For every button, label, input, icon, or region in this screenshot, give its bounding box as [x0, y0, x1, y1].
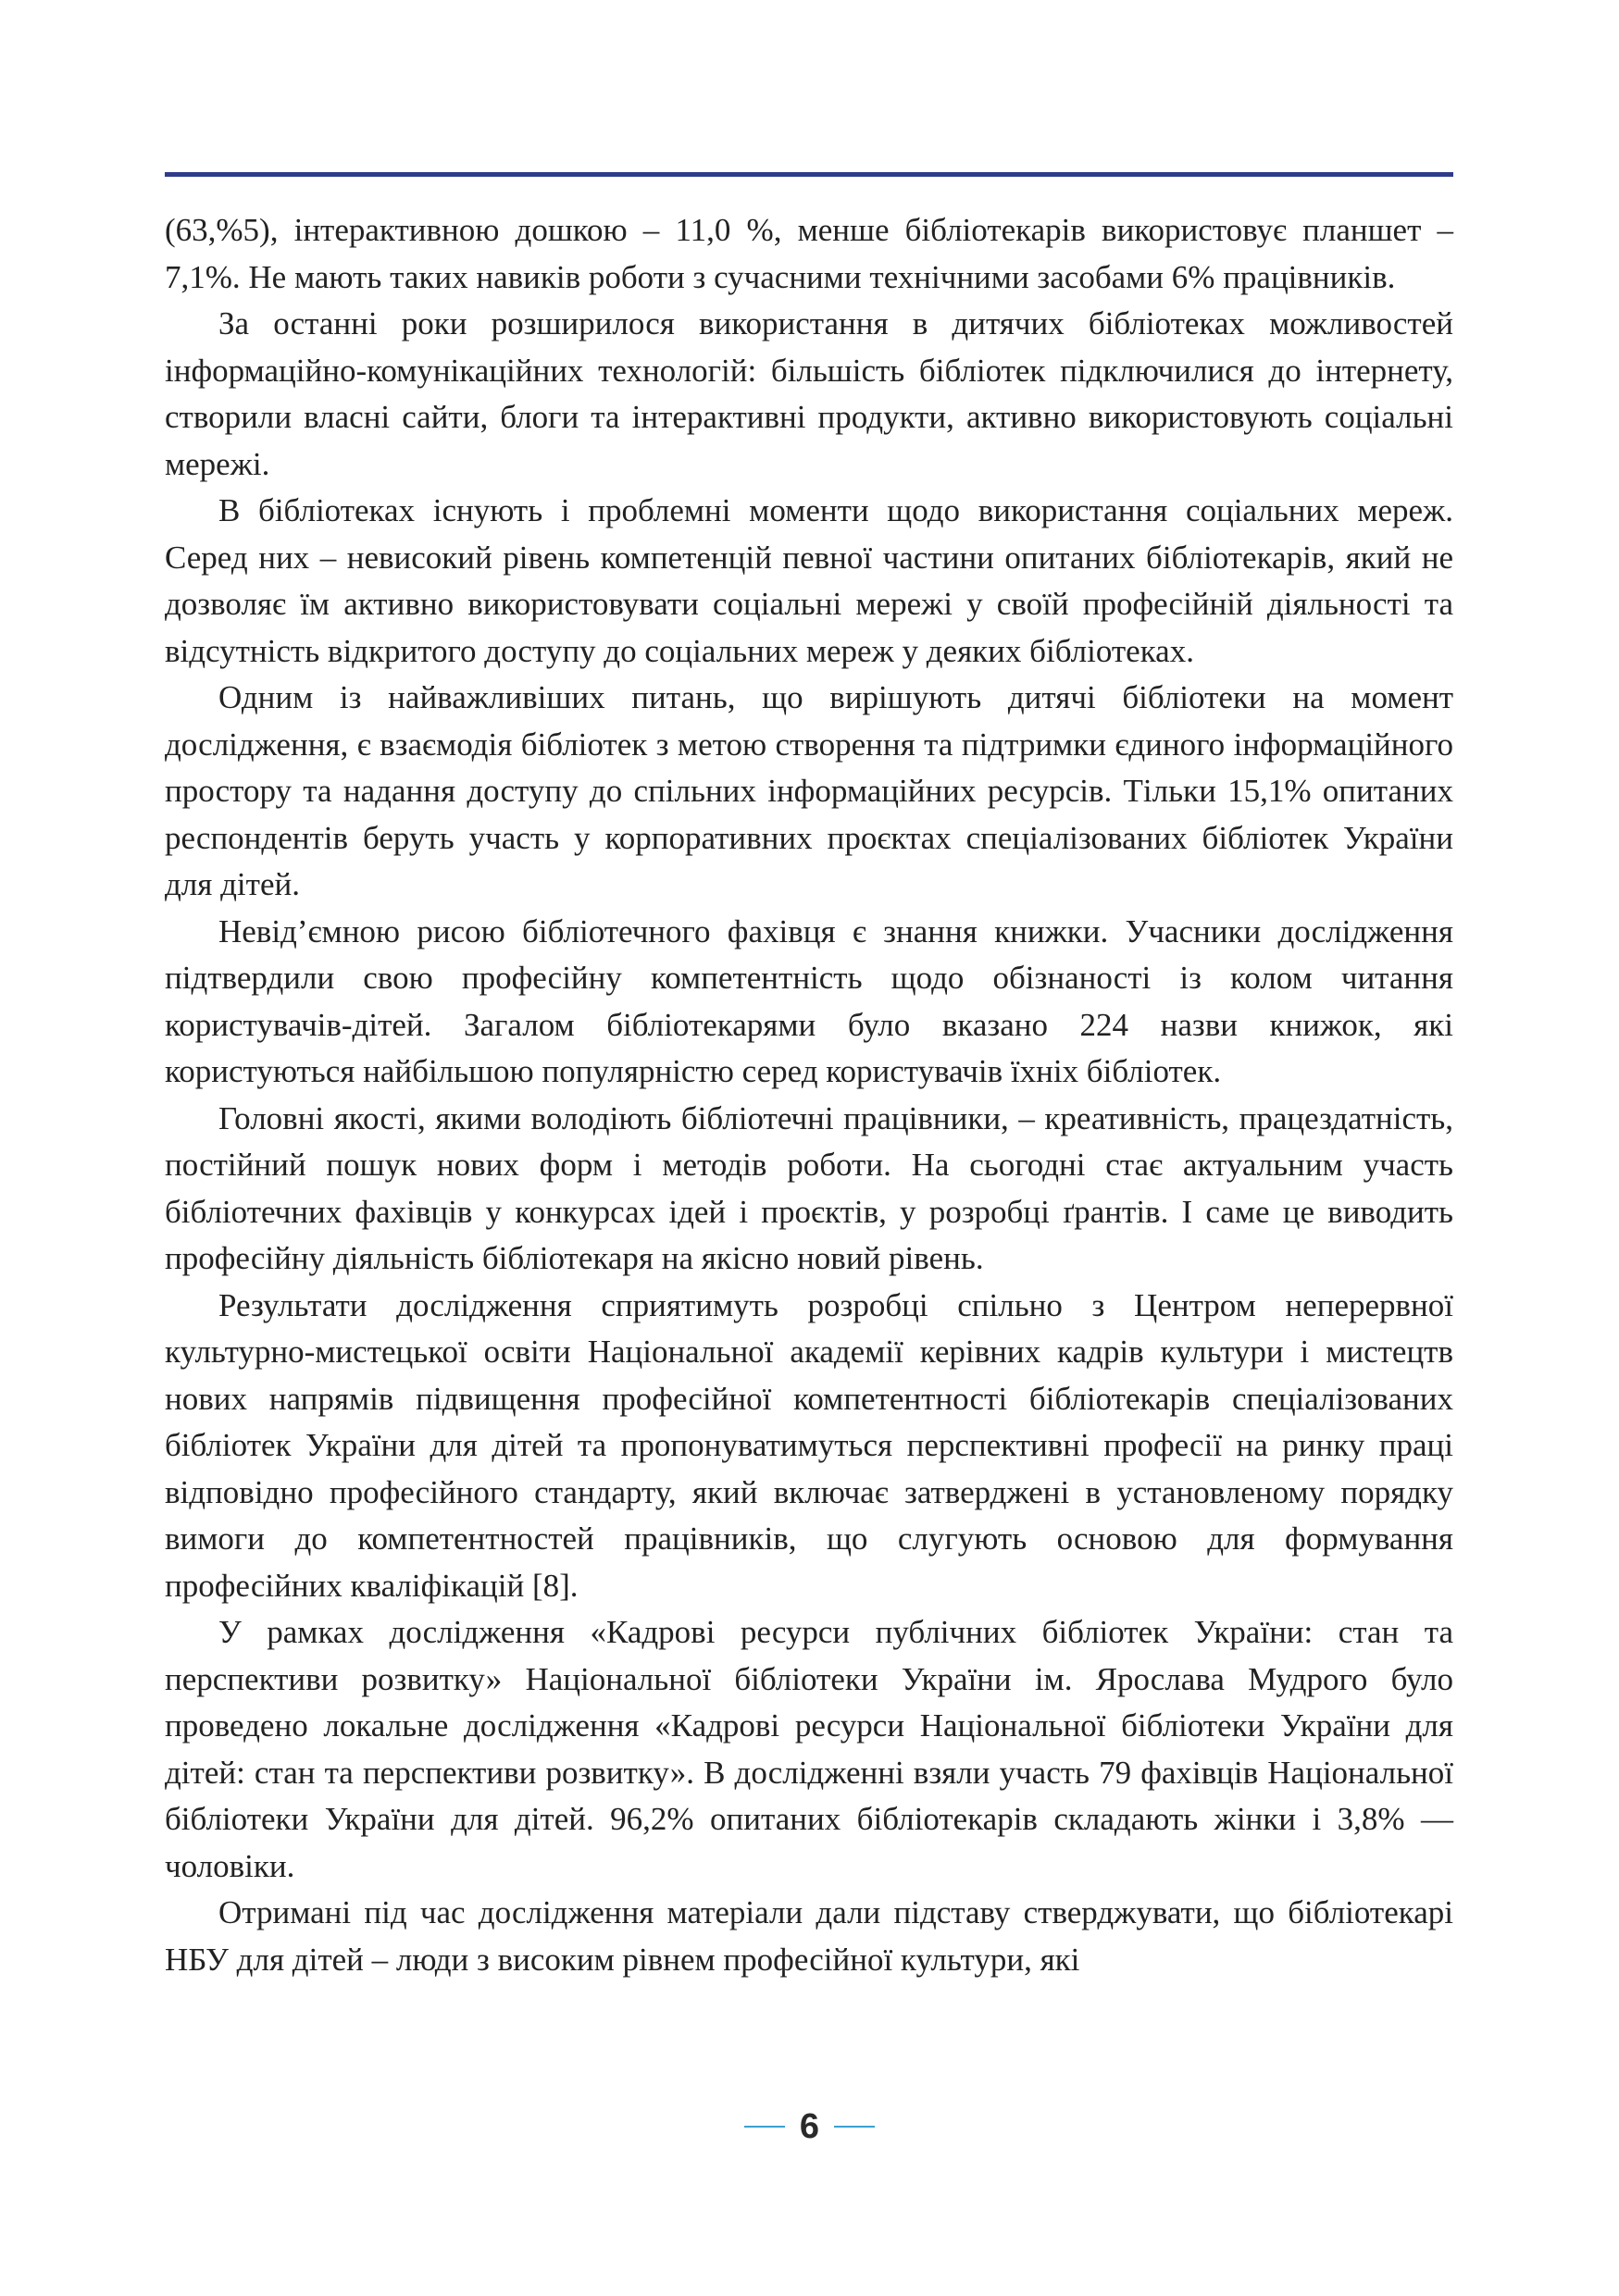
- footer-dash-left: [744, 2126, 785, 2128]
- footer-dash-right: [834, 2126, 875, 2128]
- paragraph-6: Головні якості, якими володіють бібліотечні працівники, – креативність, працездатність, постійний пошук нових форм і методів роботи. На сьогодні стає актуальним участь бібліотечних фахівців у конкурсах ідей і проєктів, у розробці ґрантів. І саме це виводить професійну діяльність бібліотекаря на якісно новий рівень.: [165, 1099, 1453, 1276]
- page-number: 6: [799, 2106, 820, 2146]
- header-rule: [165, 172, 1453, 177]
- paragraph-3: В бібліотеках існують і проблемні моменти щодо використання соціальних мереж. Серед них – невисокий рівень компетенцій певної частини опитаних бібліотекарів, який не дозволяє їм активно використовувати соціальні мережі у своїй професійній діяльності та відсутність відкритого доступу до соціальних мереж у деяких бібліотеках.: [165, 492, 1453, 669]
- paragraph-5: Невід’ємною рисою бібліотечного фахівця є знання книжки. Учасники дослідження підтвердили свою професійну компетентність щодо обізнаності із колом читання користувачів-дітей. Загалом бібліотекарями було вказано 224 назви книжок, які користуються найбільшою популярністю серед користувачів їхніх бібліотек.: [165, 912, 1453, 1089]
- paragraph-1: (63,%5), інтерактивною дошкою – 11,0 %, менше бібліотекарів використовує планшет – 7,1%. Не мають таких навиків роботи з сучасними технічними засобами 6% працівників.: [165, 212, 1453, 295]
- page-footer: [0, 2099, 1619, 2154]
- paragraph-2: За останні роки розширилося використання в дитячих бібліотеках можливостей інформаційно-комунікаційних технологій: більшість бібліотек підключилися до інтернету, створили власні сайти, блоги та інтерактивні продукти, активно використовують соціальні мережі.: [165, 305, 1453, 482]
- paragraph-9: Отримані під час дослідження матеріали дали підставу стверджувати, що бібліотекарі НБУ для дітей – люди з високим рівнем професійної культури, які: [165, 1894, 1453, 1978]
- paragraph-7: Результати дослідження сприятимуть розробці спільно з Центром неперервної культурно-мистецької освіти Національної академії керівних кадрів культури і мистецтв нових напрямів підвищення професійної компетентності бібліотекарів спеціалізованих бібліотек України для дітей та пропонуватимуться перспективні професії на ринку праці відповідно професійного стандарту, який включає затверджені в установленому порядку вимоги до компетентностей працівників, що слугують основою для формування професійних кваліфікацій [8].: [165, 1286, 1453, 1604]
- paragraph-8: У рамках дослідження «Кадрові ресурси публічних бібліотек України: стан та перспективи розвитку» Національної бібліотеки України ім. Ярослава Мудрого було проведено локальне дослідження «Кадрові ресурси Національної бібліотеки України для дітей: стан та перспективи розвитку». В дослідженні взяли участь 79 фахівців Національної бібліотеки України для дітей. 96,2% опитаних бібліотекарів складають жінки і 3,8% — чоловіки.: [165, 1614, 1453, 1884]
- body-text: [165, 207, 1453, 1983]
- paragraph-4: Одним із найважливіших питань, що вирішують дитячі бібліотеки на момент дослідження, є взаємодія бібліотек з метою створення та підтримки єдиного інформаційного простору та надання доступу до спільних інформаційних ресурсів. Тільки 15,1% опитаних респондентів беруть участь у корпоративних проєктах спеціалізованих бібліотек України для дітей.: [165, 679, 1453, 902]
